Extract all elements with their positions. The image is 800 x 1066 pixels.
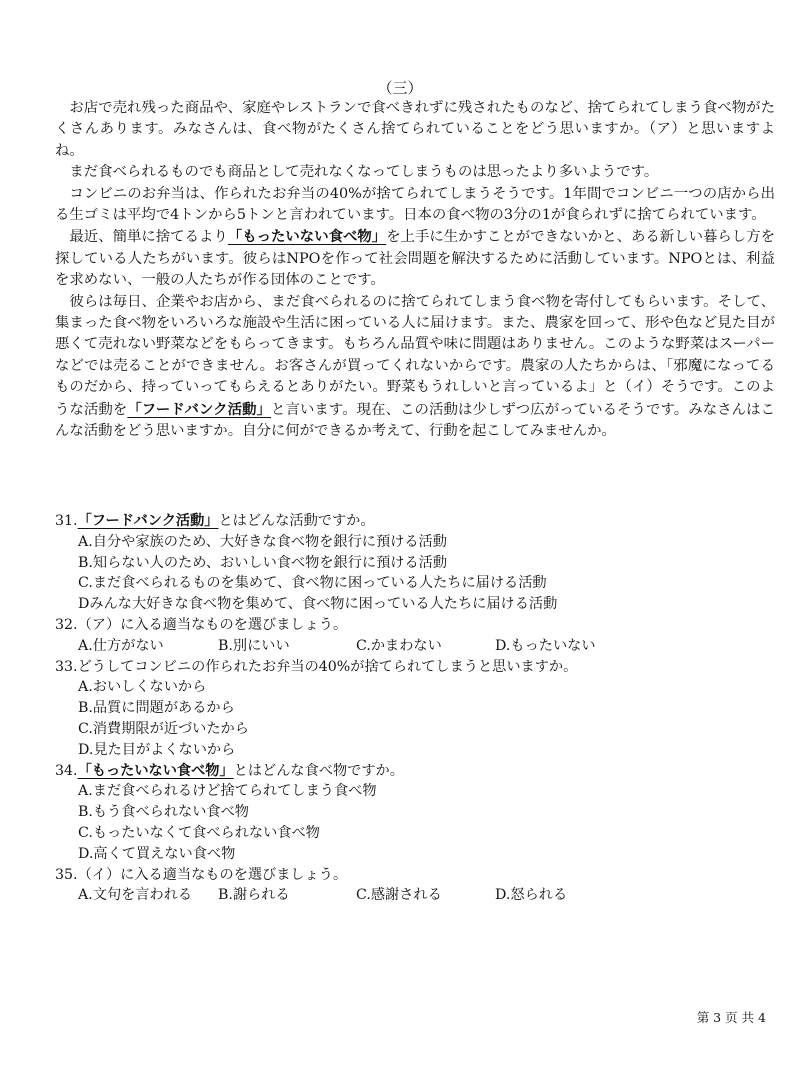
question-text: とはどんな活動ですか。 — [218, 513, 375, 529]
question-31-stem — [55, 511, 775, 532]
question-31-option-a[interactable]: A.自分や家族のため、大好きな食べ物を銀行に預ける活動 — [78, 533, 447, 550]
question-31-option-c[interactable]: C.まだ食べられるものを集めて、食べ物に困っている人たちに届ける活動 — [78, 575, 547, 592]
passage-paragraph-1: お店で売れ残った商品や、家庭やレストランで食べきれずに残されたものなど、捨てられてしまう食べ物がたくさんあります。みなさんは、食べ物がたくさん捨てられていることをどう思いますか。（ア）と思いますよね。 — [55, 100, 775, 159]
passage-paragraph-3: コンビニのお弁当は、作られたお弁当の40%が捨てられてしまうそうです。1年間でコンビニ一つの店から出る生ゴミは平均で4トンから5トンと言われています。日本の食べ物の3分の1が食られずに捨てられています。 — [55, 185, 775, 224]
passage-paragraph-5 — [55, 292, 775, 443]
question-33-option-a[interactable]: A.おいしくないから — [78, 679, 207, 696]
question-32-option-d[interactable]: D.もったいない — [495, 637, 596, 654]
page-number: 第 3 页 共 4 — [696, 1010, 766, 1025]
passage-text: と言います。現在、この活動は少しずつ広がっているそうです。みなさんはこんな活動をどう思いますか。自分に何ができるか考えて、行動を起こしてみませんか。 — [55, 401, 775, 440]
question-31-option-d[interactable]: Dみんな大好きな食べ物を集めて、食べ物に困っている人たちに届ける活動 — [78, 596, 558, 613]
question-31-option-b[interactable]: B.知らない人のため、おいしい食べ物を銀行に預ける活動 — [78, 554, 448, 571]
question-text: とはどんな食べ物ですか。 — [233, 762, 404, 779]
question-32-options — [78, 636, 775, 657]
question-35-option-c[interactable]: C.感謝される — [356, 887, 442, 904]
passage-text: 彼らは毎日、企業やお店から、まだ食べられるのに捨てられてしまう食べ物を寄付してもらいます。そして、集まった食べ物をいろいろな施設や生活に困っている人に届けます。また、農家を回って、形や色など見た目が悪くて売れない野菜などをもらってきます。もちろん品質や味に問題はありません。このような野菜はスーパーなどでは売ることができません。お客さんが買ってくれないからです。農家の人たちからは、「邪魔になってるものだから、持っていってもらえるとありがたい。野菜もうれしいと言っているよ」と（イ）そうです。このような活動を — [55, 293, 775, 418]
question-32-option-a[interactable]: A.仕方がない — [78, 637, 164, 654]
question-32-option-c[interactable]: C.かまわない — [356, 637, 442, 654]
section-title: （三） — [377, 79, 423, 97]
question-32-option-b[interactable]: B.別にいい — [218, 637, 290, 654]
passage-text: を上手に生かすことができないかと、ある新しい暮らし方を探している人たちがいます。彼らはNPOを作って社会問題を解決するために活動しています。NPOとは、利益を求めない、一般の人たちが作る団体のことです。 — [55, 229, 775, 289]
question-33-option-c[interactable]: C.消費期限が近づいたから — [78, 720, 249, 737]
reading-passage — [55, 98, 775, 443]
question-34-option-b[interactable]: B.もう食べられない食べ物 — [78, 804, 249, 821]
question-35-option-d[interactable]: D.怒られる — [495, 887, 568, 904]
question-34-stem — [55, 761, 775, 782]
question-list — [55, 511, 775, 906]
passage-paragraph-4 — [55, 226, 775, 291]
question-35-option-b[interactable]: B.謝られる — [218, 887, 290, 904]
question-33-stem: 33.どうしてコンビニの作られたお弁当の40%が捨てられてしまうと思いますか。 — [55, 658, 578, 675]
underlined-term-mottainai: 「もったいない食べ物」 — [227, 228, 387, 246]
passage-text: 最近、簡単に捨てるより — [69, 229, 228, 246]
question-32-stem: 32.（ア）に入る適当なものを選びましょう。 — [55, 616, 348, 633]
question-35-options — [78, 885, 775, 906]
question-34-option-c[interactable]: C.もったいなくて食べられない食べ物 — [78, 824, 320, 841]
question-34-option-a[interactable]: A.まだ食べられるけど捨てられてしまう食べ物 — [78, 783, 377, 800]
question-35-option-a[interactable]: A.文句を言われる — [78, 887, 193, 904]
question-number: 34. — [55, 762, 78, 779]
passage-paragraph-2: まだ食べられるものでも商品として売れなくなってしまうものは思ったより多いようです。 — [69, 164, 659, 181]
question-35-stem: 35.（イ）に入る適当なものを選びましょう。 — [55, 866, 348, 883]
underlined-term-mottainai: 「もったいない食べ物」 — [77, 762, 234, 779]
question-34-option-d[interactable]: D.高くて買えない食べ物 — [78, 845, 236, 862]
question-33-option-b[interactable]: B.品質に問題があるから — [78, 700, 235, 717]
underlined-term-foodbank: 「フードバンク活動」 — [127, 400, 272, 418]
question-number: 31. — [55, 513, 78, 529]
question-33-option-d[interactable]: D.見た目がよくないから — [78, 741, 236, 758]
underlined-term-foodbank: 「フードバンク活動」 — [77, 513, 219, 529]
